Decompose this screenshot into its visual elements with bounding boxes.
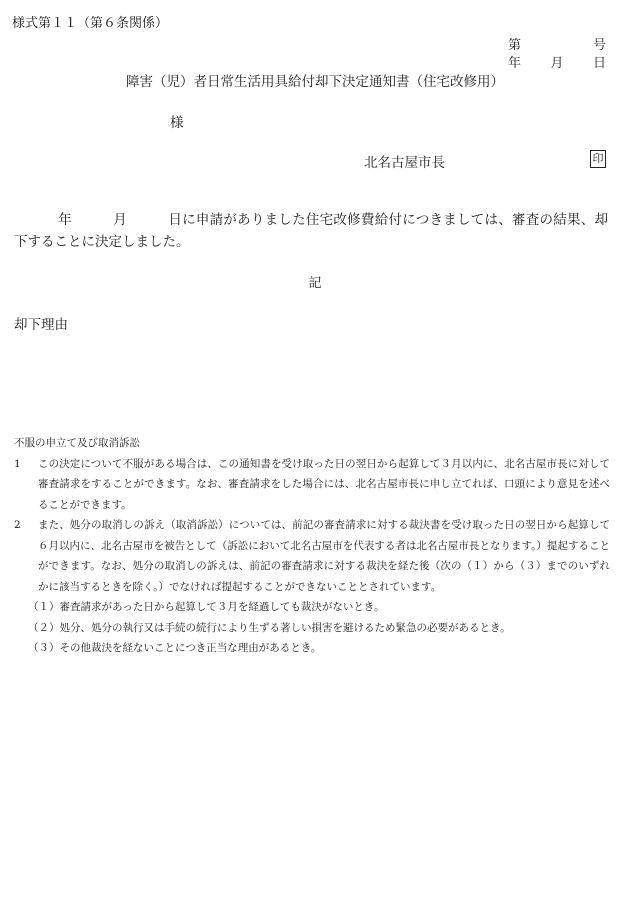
appeal-sub-item: （３）その他裁決を経ないことにつき正当な理由があるとき。 [28, 642, 322, 654]
issue-number-dai: 第 [508, 38, 522, 53]
issue-date-month: 月 [550, 56, 564, 71]
appeal-item-text: この決定について不服がある場合は、この通知書を受け取った日の翌日から起算して３月以内に、北名古屋市長に対して審査請求をすることができます。なお、審査請求をした場合には、北名古屋市長に申し立てれば、口頭により意見を述べることができます。 [38, 457, 610, 511]
appeal-item-number: 1 [14, 457, 21, 470]
issue-date-year: 年 [508, 56, 522, 71]
seal-mark: 印 [590, 150, 606, 168]
appeal-item [14, 454, 610, 516]
appeal-heading: 不服の申立て及び取消訴訟 [14, 437, 140, 449]
issue-number-go: 号 [592, 38, 606, 53]
body-month: 月 [113, 212, 128, 228]
issuer-name: 北名古屋市長 [364, 155, 445, 171]
appeal-item-text: また、処分の取消しの訴え（取消訴訟）については、前記の審査請求に対する裁決書を受け取った日の翌日から起算して６月以内に、北名古屋市を被告として（訴訟において北名古屋市を代表する者は北名古屋市長となります。）提起することができます。なお、処分の取消しの訴えは、前記の審査請求に対する裁決を経た後（次の（１）から（３）までのいずれかに該当するときを除く。）でなければ提起することができないこととされています。 [38, 519, 610, 593]
appeal-sub-item: （１）審査請求があった日から起算して３月を経過しても裁決がないとき。 [28, 601, 385, 613]
appeal-section [14, 433, 610, 659]
addressee-suffix: 様 [170, 115, 184, 131]
ki-heading: 記 [308, 276, 322, 291]
body-rest: 日に申請がありました住宅改修費給付につきましては、審査の結果、却下することに決定しました。 [14, 212, 609, 250]
body-year: 年 [58, 212, 73, 228]
issue-number-block [508, 37, 606, 73]
document-title: 障害（児）者日常生活用具給付却下決定通知書（住宅改修用） [126, 74, 504, 90]
appeal-item [14, 515, 610, 597]
appeal-sub-item: （２）処分、処分の執行又は手続の続行により生ずる著しい損害を避けるため緊急の必要があるとき。 [28, 621, 511, 634]
rejection-reason-label: 却下理由 [14, 317, 68, 333]
decision-body [14, 209, 608, 253]
issue-date-day: 日 [592, 56, 606, 71]
appeal-item-number: 2 [14, 519, 21, 531]
form-number: 様式第１１（第６条関係） [12, 16, 169, 31]
